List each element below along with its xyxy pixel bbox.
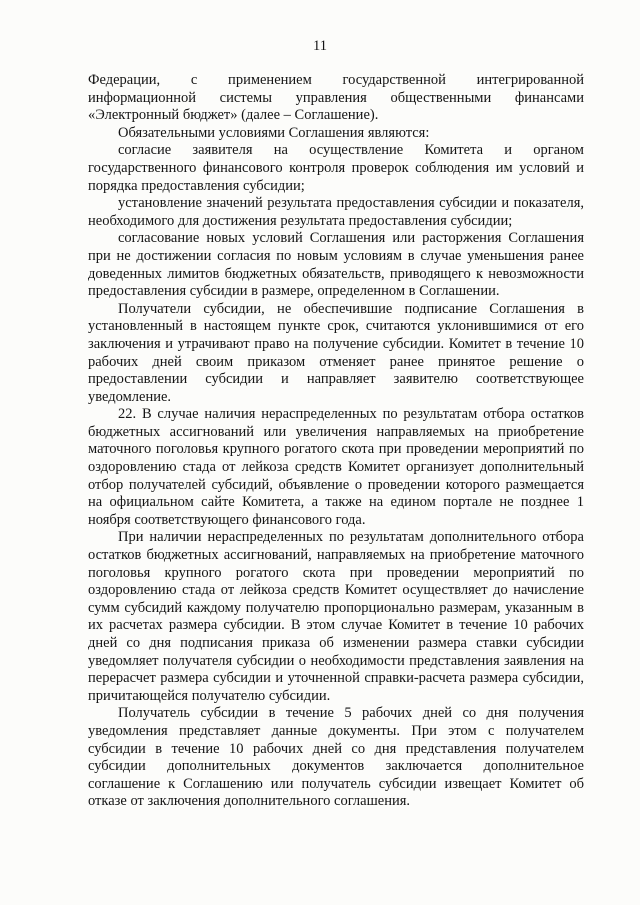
- paragraph-item-22: 22. В случае наличия нераспределенных по результатам отбора остатков бюджетных ассигнований или увеличения направляемых на приобретение маточного поголовья крупного рогатого скота при проведении мероприятий по оздоровлению стада от лейкоза средств Комитет организует дополнительный отбор получателей субсидий, объявление о проведении которого размещается на официальном сайте Комитета, а также на едином портале не позднее 1 ноября соответствующего финансового года.: [88, 406, 584, 528]
- document-body: [88, 72, 584, 811]
- paragraph-additional-selection: При наличии нераспределенных по результатам дополнительного отбора остатков бюджетных ассигнований, направляемых на приобретение маточного поголовья крупного рогатого скота при проведении мероприятий по оздоровлению стада от лейкоза средств Комитет осуществляет до начисление сумм субсидий каждому получателю пропорционально размерам, указанным в их расчетах размера субсидии. В этом случае Комитет в течение 10 рабочих дней со дня подписания приказа об изменении размера ставки субсидии уведомляет получателя субсидии о необходимости представления заявления на перерасчет размера субсидии и уточненной справки-расчета размера субсидии, причитающейся получателю субсидии.: [88, 529, 584, 704]
- paragraph-condition-new-terms: согласование новых условий Соглашения или расторжения Соглашения при не достижении согласия по новым условиям в случае уменьшения ранее доведенных лимитов бюджетных обязательств, приводящего к невозможности предоставления субсидии в размере, определенном в Соглашении.: [88, 230, 584, 300]
- paragraph-conditions-intro: Обязательными условиями Соглашения являются:: [118, 124, 430, 141]
- paragraph-condition-results: установление значений результата предоставления субсидии и показателя, необходимого для достижения результата предоставления субсидии;: [88, 195, 584, 229]
- paragraph-evasion: Получатели субсидии, не обеспечившие подписание Соглашения в установленный в настоящем пункте срок, считаются уклонившимися от его заключения и утрачивают право на получение субсидии. Комитет в течение 10 рабочих дней своим приказом отменяет ранее принятое решение о предоставлении субсидии и направляет заявителю соответствующее уведомление.: [88, 300, 584, 405]
- paragraph-recipient-documents: Получатель субсидии в течение 5 рабочих дней со дня получения уведомления представляет данные документы. При этом с получателем субсидии в течение 10 рабочих дней со дня представления получателем субсидии дополнительных документов заключается дополнительное соглашение к Соглашению или получатель субсидии извещает Комитет об отказе от заключения дополнительного соглашения.: [88, 705, 584, 810]
- paragraph-continuation: Федерации, с применением государственной интегрированной информационной системы управления общественными финансами «Электронный бюджет» (далее – Соглашение).: [88, 72, 584, 124]
- page-number: 11: [313, 38, 327, 54]
- paragraph-condition-consent: согласие заявителя на осуществление Комитета и органом государственного финансового контроля проверок соблюдения им условий и порядка предоставления субсидии;: [88, 142, 584, 194]
